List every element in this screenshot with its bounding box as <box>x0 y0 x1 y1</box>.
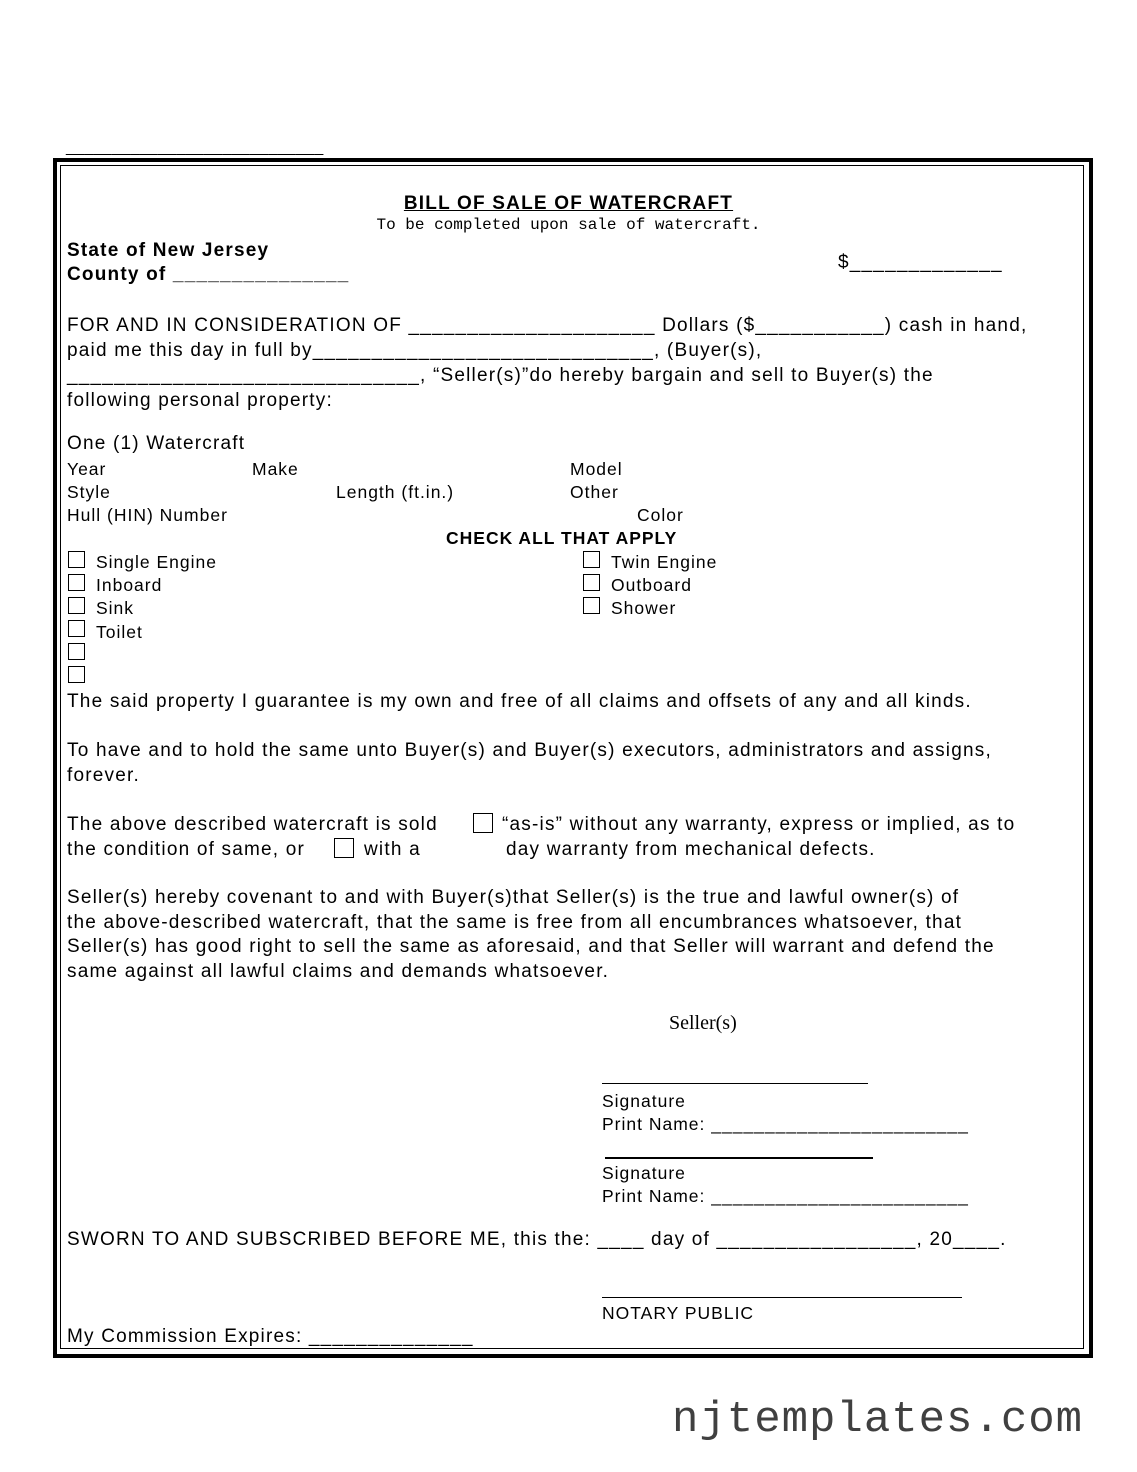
consideration-line-3: ______________________________, “Seller(s)”do hereby bargain and sell to Buyer(s) the <box>67 365 934 386</box>
to-have-line-1: To have and to hold the same unto Buyer(s) and Buyer(s) executors, administrators and assigns, <box>67 740 992 761</box>
extra-checkbox-2[interactable] <box>68 666 85 683</box>
inboard-checkbox[interactable] <box>68 574 85 591</box>
outboard-checkbox[interactable] <box>583 574 600 591</box>
twin-engine-label: Twin Engine <box>611 552 718 572</box>
warranty-checkbox[interactable] <box>334 838 354 858</box>
consideration-line-4: following personal property: <box>67 390 333 411</box>
as-is-checkbox[interactable] <box>473 813 493 833</box>
to-have-line-2: forever. <box>67 765 140 786</box>
covenant-line-1: Seller(s) hereby covenant to and with Buyer(s)that Seller(s) is the true and lawful owner(s) of <box>67 887 960 908</box>
consideration-line-2: paid me this day in full by_____________________________, (Buyer(s), <box>67 340 763 361</box>
consideration-line-1: FOR AND IN CONSIDERATION OF _____________________ Dollars ($___________) cash in hand, <box>67 315 1028 336</box>
guarantee-text: The said property I guarantee is my own and free of all claims and offsets of any and all kinds. <box>67 691 972 712</box>
county-field[interactable]: County of _______________ <box>67 264 350 285</box>
warranty-text-1b: “as-is” without any warranty, express or implied, as to <box>502 814 1016 835</box>
site-watermark: njtemplates.com <box>672 1395 1084 1445</box>
amount-field[interactable]: $_____________ <box>838 252 1003 273</box>
header-line: ____________________________ <box>66 139 324 156</box>
signature-line-2[interactable] <box>605 1157 873 1159</box>
document-subtitle: To be completed upon sale of watercraft. <box>376 216 761 234</box>
year-field[interactable]: Year <box>67 459 107 479</box>
sink-label: Sink <box>96 598 135 618</box>
print-name-field-2[interactable]: Print Name: ________________________ <box>602 1186 969 1206</box>
warranty-text-2a: the condition of same, or <box>67 839 306 860</box>
toilet-label: Toilet <box>96 622 143 642</box>
signature-label-1: Signature <box>602 1091 686 1111</box>
check-all-heading: CHECK ALL THAT APPLY <box>446 528 678 548</box>
outboard-label: Outboard <box>611 575 692 595</box>
signature-line-1[interactable] <box>602 1083 868 1084</box>
warranty-text-1a: The above described watercraft is sold <box>67 814 438 835</box>
twin-engine-checkbox[interactable] <box>583 551 600 568</box>
color-field[interactable]: Color <box>637 505 684 525</box>
watercraft-heading: One (1) Watercraft <box>67 433 246 454</box>
hull-number-field[interactable]: Hull (HIN) Number <box>67 505 228 525</box>
inboard-label: Inboard <box>96 575 163 595</box>
sellers-heading: Seller(s) <box>669 1012 737 1034</box>
model-field[interactable]: Model <box>570 459 623 479</box>
extra-checkbox-1[interactable] <box>68 643 85 660</box>
single-engine-label: Single Engine <box>96 552 217 572</box>
commission-expires-field[interactable]: My Commission Expires: ______________ <box>67 1326 474 1347</box>
toilet-checkbox[interactable] <box>68 620 85 637</box>
make-field[interactable]: Make <box>252 459 299 479</box>
covenant-line-4: same against all lawful claims and demands whatsoever. <box>67 961 610 982</box>
covenant-line-2: the above-described watercraft, that the same is free from all encumbrances whatsoever, that <box>67 912 963 933</box>
sink-checkbox[interactable] <box>68 597 85 614</box>
single-engine-checkbox[interactable] <box>68 551 85 568</box>
sworn-statement: SWORN TO AND SUBSCRIBED BEFORE ME, this the: ____ day of _________________, 20____. <box>67 1229 1007 1250</box>
style-field[interactable]: Style <box>67 482 111 502</box>
print-name-field-1[interactable]: Print Name: ________________________ <box>602 1114 969 1134</box>
notary-public-label: NOTARY PUBLIC <box>602 1303 755 1323</box>
notary-signature-line[interactable] <box>602 1297 962 1298</box>
warranty-text-2b: with a <box>364 839 421 860</box>
warranty-text-2c: day warranty from mechanical defects. <box>506 839 876 860</box>
shower-checkbox[interactable] <box>583 597 600 614</box>
shower-label: Shower <box>611 598 677 618</box>
length-field[interactable]: Length (ft.in.) <box>336 482 455 502</box>
document-title: BILL OF SALE OF WATERCRAFT <box>403 193 734 214</box>
signature-label-2: Signature <box>602 1163 686 1183</box>
covenant-line-3: Seller(s) has good right to sell the same as aforesaid, and that Seller will warrant and defend the <box>67 936 995 957</box>
state-label: State of New Jersey <box>67 240 270 261</box>
other-field[interactable]: Other <box>570 482 619 502</box>
